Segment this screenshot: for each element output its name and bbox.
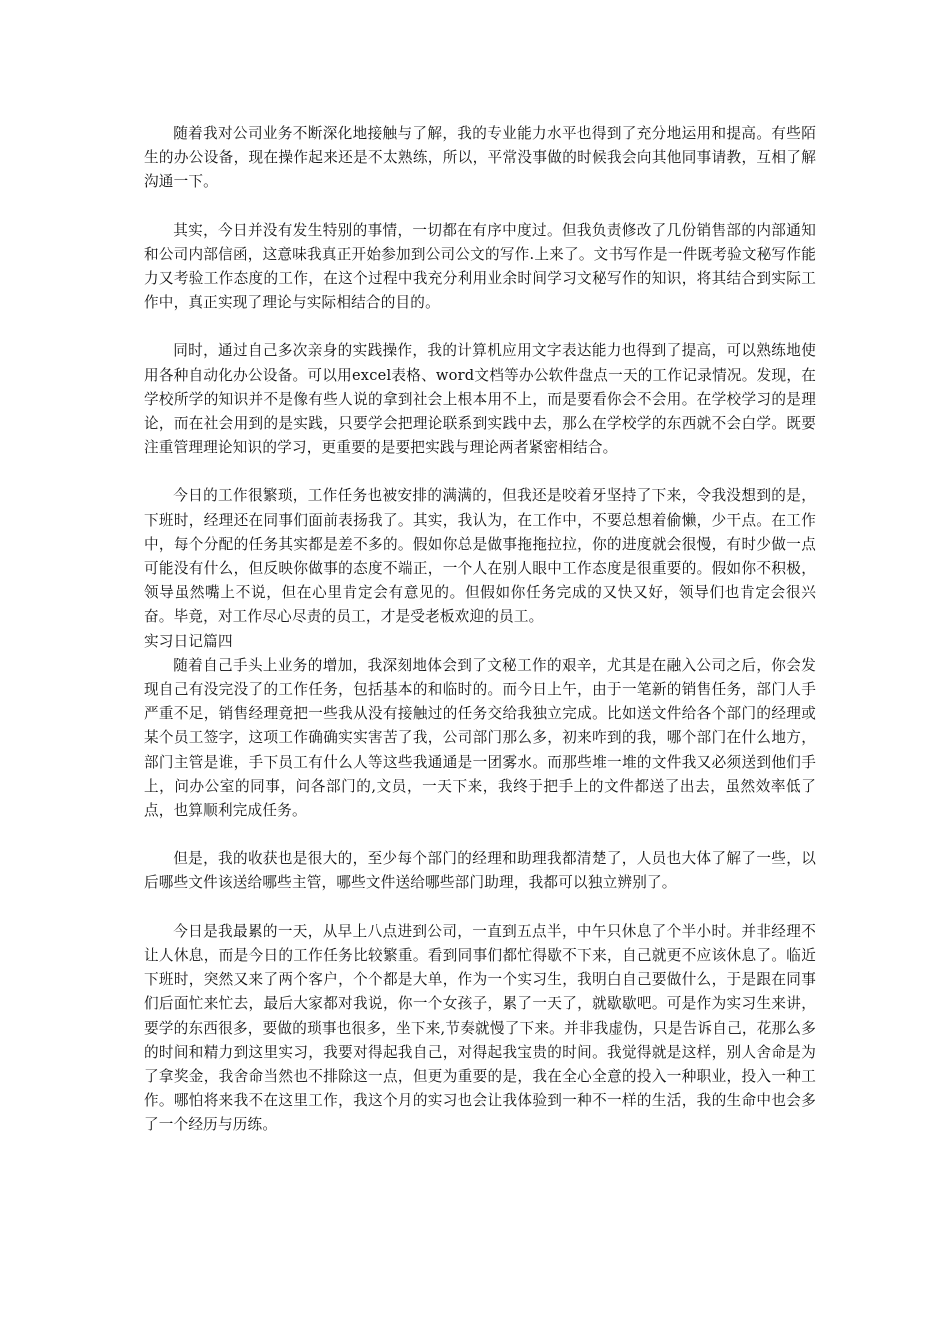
paragraph-gap bbox=[144, 896, 816, 920]
paragraph-6: 但是，我的收获也是很大的，至少每个部门的经理和助理我都清楚了，人员也大体了解了一些，以后哪些文件该送给哪些主管，哪些文件送给哪些部门助理，我都可以独立辨别了。 bbox=[144, 850, 816, 892]
paragraph-4: 今日的工作很繁琐，工作任务也被安排的满满的，但我还是咬着牙坚持了下来，令我没想到的是，下班时，经理还在同事们面前表扬我了。其实，我认为，在工作中，不要总想着偷懒，少干点。在工作中，每个分配的任务其实都是差不多的。假如你总是做事拖拖拉拉，你的进度就会很慢，有时少做一点可能没有什么，但反映你做事的态度不端正，一个人在别人眼中工作态度是很重要的。假如你不积极，领导虽然嘴上不说，但在心里肯定会有意见的。但假如你任务完成的又快又好，领导们也肯定会很兴奋。毕竟，对工作尽心尽责的员工，才是受老板欢迎的员工。 bbox=[144, 487, 816, 626]
paragraph-7: 今日是我最累的一天，从早上八点进到公司，一直到五点半，中午只休息了个半小时。并非经理不让人休息，而是今日的工作任务比较繁重。看到同事们都忙得歇不下来，自己就更不应该休息了。临近下班时，突然又来了两个客户，个个都是大单，作为一个实习生，我明白自己要做什么，于是跟在同事们后面忙来忙去，最后大家都对我说，你一个女孩子，累了一天了，就歇歇吧。可是作为实习生来讲，要学的东西很多，要做的琐事也很多，坐下来,节奏就慢了下来。并非我虚伪，只是告诉自己，花那么多的时间和精力到这里实习，我要对得起我自己，对得起我宝贵的时间。我觉得就是这样，别人舍命是为了拿奖金，我舍命当然也不排除这一点，但更为重要的是，我在全心全意的投入一种职业，投入一种工作。哪怕将来我不在这里工作，我这个月的实习也会让我体验到一种不一样的生活，我的生命中也会多了一个经历与历练。 bbox=[144, 922, 816, 1134]
paragraph-gap bbox=[144, 823, 816, 847]
paragraph-gap bbox=[144, 195, 816, 219]
document-body bbox=[144, 122, 816, 1138]
paragraph-5: 随着自己手头上业务的增加，我深刻地体会到了文秘工作的艰辛，尤其是在融入公司之后，你会发现自己有没完没了的工作任务，包括基本的和临时的。而今日上午，由于一笔新的销售任务，部门人手严重不足，销售经理竟把一些我从没有接触过的任务交给我独立完成。比如送文件给各个部门的经理或某个员工签字，这项工作确确实实害苦了我，公司部门那么多，初来咋到的我，哪个部门在什么地方，部门主管是谁，手下员工有什么人等这些我通通是一团雾水。而那些堆一堆的文件我又必须送到他们手上，问办公室的同事，问各部门的,文员，一天下来，我终于把手上的文件都送了出去，虽然效率低了点，也算顺利完成任务。 bbox=[144, 656, 816, 820]
paragraph-1: 随着我对公司业务不断深化地接触与了解，我的专业能力水平也得到了充分地运用和提高。有些陌生的办公设备，现在操作起来还是不太熟练，所以，平常没事做的时候我会向其他同事请教，互相了解沟通一下。 bbox=[144, 125, 816, 191]
paragraph-gap bbox=[144, 460, 816, 484]
section-heading: 实习日记篇四 bbox=[144, 632, 233, 650]
paragraph-2: 其实，今日并没有发生特别的事情，一切都在有序中度过。但我负责修改了几份销售部的内部通知和公司内部信函，这意味我真正开始参加到公司公文的写作.上来了。文书写作是一件既考验文秘写作能力又考验工作态度的工作，在这个过程中我充分利用业余时间学习文秘写作的知识，将其结合到实际工作中，真正实现了理论与实际相结合的目的。 bbox=[144, 221, 816, 312]
paragraph-gap bbox=[144, 315, 816, 339]
paragraph-3: 同时，通过自己多次亲身的实践操作，我的计算机应用文字表达能力也得到了提高，可以熟练地使用各种自动化办公设备。可以用excel表格、word文档等办公软件盘点一天的工作记录情况。发现，在学校所学的知识并不是像有些人说的拿到社会上根本用不上，而是要看你会不会用。在学校学习的是理论，而在社会用到的是实践，只要学会把理论联系到实践中去，那么在学校学的东西就不会白学。既要注重管理理论知识的学习，更重要的是要把实践与理论两者紧密相结合。 bbox=[144, 342, 816, 457]
